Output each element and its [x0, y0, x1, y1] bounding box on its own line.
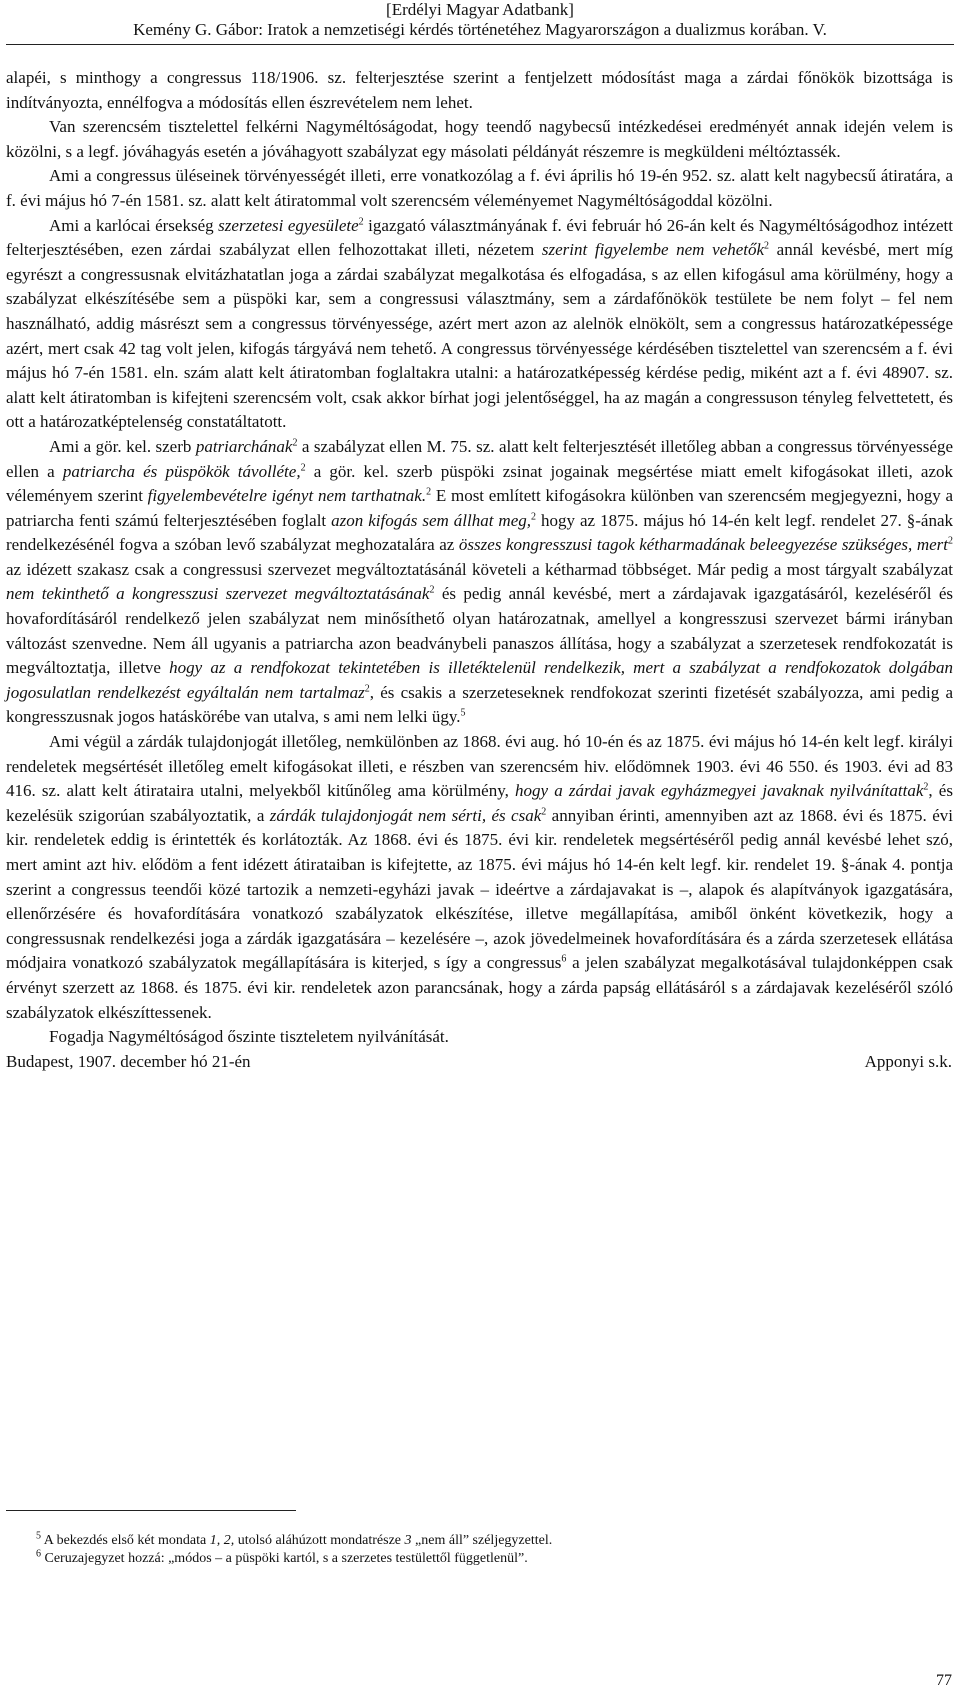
- text-run: hogy az 1875. május hó 14-én kelt legf. rendelet 27. §-ának rendelkezésénél fogva a szóban levő szabályzat meghozatalára az: [6, 510, 953, 555]
- paragraph-2: Van szerencsém tisztelettel felkérni Nagyméltóságodat, hogy teendő nagybecsű intézkedései eredményét annak idején velem is közölni, s a legf. jóváhagyás esetén a jóváhagyott szabályzat egy másolati példányát részemre is megküldeni méltóztassék.: [6, 117, 953, 161]
- footnote-5: [36, 1532, 936, 1550]
- footnote-ref: 2: [364, 683, 370, 695]
- text-run: és pedig annál kevésbé, mert a zárdajavak igazgatásáról, kezeléséről és hovafordításáról rendelkező jelen szabályzat nem minősíthető olyan határozatnak, amellyel a kongresszusi szervezet bármi irányban változást szenvedne. Nem áll ugyanis a patriarcha azon beadványbeli panaszos állítása, hogy a szabályzat a szerzetesek rendfokozatát is megváltoztatja, illetve: [6, 584, 953, 678]
- italic-run: patriarcha és püspökök távolléte,: [62, 461, 301, 481]
- signature: Apponyi s.k.: [864, 1051, 952, 1071]
- text-run: annyiban érinti, amennyiben azt az 1868. évi és 1875. évi kir. rendeletek eddig is érintették és korlátozták. Az 1868. évi és 1875. évi kir. rendeletek megsértéséről pedig annál kevésbé lehet szó, mert amint azt hiv. elődöm a fent idézett átirataiban is kifejtette, az 1875. évi május hó 14-én kelt legf. kir. rendelet 19. §-ának 4. pontja szerint a congressus teendői közé tartozik a nemzeti-egyházi javak – ideértve a zárdajavakat is –, alapok és alapítványok igazgatására, ellenőrzésére és hovafordítására vonatkozó szabályzatok elkészítése, illetve megállapítása, amiből önként következik, hogy a congressusnak rendelkezési joga a zárdák igazgatására – kezelésére –, azok jövedelmeinek hovafordítására és a zárda szerzetesek ellátása módjaira vonatkozó szabályzatok megállapítására is kiterjed, s így a congressus: [6, 805, 953, 973]
- italic-run: figyelembevételre igényt nem tarthatnak.: [147, 486, 427, 506]
- italic-run: patriarchának: [195, 436, 293, 456]
- text-run: a gör. kel. szerb püspöki zsinat jogainak megsértése miatt emelt kifogásokat illeti, azok véleményem szerint: [6, 461, 953, 506]
- page-number: 77: [936, 1672, 952, 1689]
- italic-run: összes kongresszusi tagok kétharmadának beleegyezése szükséges, mert: [458, 535, 948, 555]
- footnote-ref: 2: [429, 584, 435, 596]
- italic-run: hogy az a rendfokozat tekintetében is illetéktelenül rendelkezik, mert a szabályzat a rendfokozatok dolgában jogosulatlan rendelkezést egyáltalán nem tartalmaz: [6, 658, 953, 702]
- text-run: a jelen szabályzat megalkotásával tulajdonképpen csak érvényt szerzett az 1868. és 1875. évi kir. rendeletek azon parancsának, hogy a zárda papság ellátásáról s a zárdajavak kezeléséről szóló szabályzatok elkészíttessenek.: [6, 953, 954, 1022]
- page-header: [0, 0, 960, 40]
- text-run: Ami a karlócai érsekség: [49, 215, 219, 235]
- text-run: „nem áll” széljegyzettel.: [411, 1533, 553, 1548]
- footnote-ref: 2: [292, 437, 298, 449]
- header-title: Kemény G. Gábor: Iratok a nemzetiségi kérdés történetéhez Magyarországon a dualizmus korában. V.: [133, 20, 827, 39]
- italic-run: szerint figyelembe nem vehetők: [541, 240, 765, 260]
- text-run: A bekezdés első két mondata: [41, 1533, 210, 1548]
- italic-run: zárdák tulajdonjogát nem sérti, és csak: [269, 805, 542, 825]
- italic-run: szerzetesi egyesülete: [218, 215, 359, 235]
- paragraph-3: Ami a congressus üléseinek törvényességét illeti, erre vonatkozólag a f. évi április hó 19-én 952. sz. alatt kelt nagybecsű átiratára, a f. évi május hó 7-én 1581. sz. alatt kelt átiratommal volt szerencsém véleményemet Nagyméltóságoddal közölni.: [6, 166, 953, 210]
- footnote-divider: [6, 1510, 296, 1511]
- paragraph-4: [6, 214, 953, 435]
- paragraph-7: Fogadja Nagyméltóságod őszinte tiszteletem nyilvánítását.: [49, 1027, 449, 1047]
- footnote-ref: 6: [561, 953, 567, 965]
- text-run: a szabályzat ellen M. 75. sz. alatt kelt felterjesztését illetőleg abban a congressus törvényessége ellen a: [6, 436, 953, 481]
- text-run: utolsó aláhúzott mondatrésze: [234, 1533, 405, 1548]
- paragraph-1: alapéi, s minthogy a congressus 118/1906. sz. felterjesztése szerint a fentjelzett módosítást maga a zárdai főnökök bizottsága is indítványozta, ennélfogva a módosítás ellen észrevételem nem lehet.: [6, 68, 953, 112]
- text-run: E most említett kifogásokra különben van szerencsém megjegyezni, hogy a patriarcha fenti számú felterjesztésében foglalt: [6, 486, 953, 530]
- footnote-ref: 2: [426, 486, 432, 498]
- signature-line: [6, 1050, 953, 1075]
- footnote-number: 6: [36, 1548, 41, 1560]
- text-run: , és kezelésük szigorúan szabályoztatik, a: [6, 781, 953, 825]
- footnote-ref: 2: [300, 461, 306, 473]
- italic-run: nem tekinthető a kongresszusi szervezet megváltoztatásának: [6, 584, 430, 604]
- paragraph-5: [6, 435, 953, 730]
- footnote-ref: 2: [948, 535, 953, 547]
- footnote-ref: 2: [764, 240, 770, 252]
- footnote-ref: 2: [923, 781, 929, 793]
- place-date: Budapest, 1907. december hó 21-én: [6, 1051, 251, 1071]
- italic-run: 1, 2,: [209, 1533, 235, 1548]
- header-source: [Erdélyi Magyar Adatbank]: [386, 0, 574, 19]
- paragraph-6: [6, 730, 953, 1025]
- header-divider: [6, 44, 954, 45]
- footnote-6: [36, 1550, 936, 1568]
- italic-run: azon kifogás sem állhat meg,: [331, 510, 532, 530]
- text-run: igazgató választmányának f. évi február hó 26-án kelt és Nagyméltóságodhoz intézett felterjesztésében, ezen zárdai szabályzat ellen felhozottakat illeti, nézetem: [6, 215, 954, 260]
- italic-run: 3: [404, 1533, 412, 1548]
- footnote-ref: 5: [460, 707, 466, 719]
- text-run: Ami végül a zárdák tulajdonjogát illetőleg, nemkülönben az 1868. évi aug. hó 10-én és az 1875. évi május hó 14-én kelt legf. királyi rendeletek megsértését illetőleg emelt kifogásokat illeti, e részben van szerencsém hiv. elődömnek 1903. évi 46 550. és 1903. évi ad 83 416. sz. alatt kelt átirataira utalni, melyekből kitűnőleg ama körülmény,: [6, 732, 953, 801]
- footnote-ref: 2: [531, 511, 537, 523]
- footnote-ref: 2: [541, 806, 547, 818]
- italic-run: hogy a zárdai javak egyházmegyei javaknak nyilvánítattak: [515, 781, 924, 801]
- text-run: , és csakis a szerzeteseknek rendfokozat szerinti fizetését szabályozza, ami pedig a kongresszusnak jogos hatáskörébe van utalva, s ami nem lelki ügy.: [6, 682, 953, 727]
- text-run: annál kevésbé, mert míg egyrészt a congressusnak elvitázhatatlan joga a zárdai szabályzat megalkotása és elfogadása, s az ellen kifogásul ama körülmény, hogy a szabályzat elkészítésébe sem a püspöki kar, sem a congressusi választmány, sem a zárdafőnökök testülete be nem folyt – fel nem használható, addig másrészt sem a congressus törvényessége, azért mert azon az alelnök elnökölt, sem a congressus határozatképessége azért, mert csak 42 tag volt jelen, kifogás tárgyává nem tehető. A congressus törvényessége kérdésében tisztelettel van szerencsém a f. évi május hó 7-én 1581. eln. szám alatt kelt átiratomban foglaltakra utalni: a határozatképesség kérdése pedig, miként azt a f. évi 48907. sz. alatt kelt átiratomban is kifejteni szerencsém volt, csak akkor bírhat jogi jelentőséggel, ha az magán a congressuson tényleg felvettetett, és ott a határozatképtelenség constatáltatott.: [6, 240, 953, 432]
- text-run: az idézett szakasz csak a congressusi szervezet megváltoztatásánál követeli a kétharmad többséget. Már pedig a most tárgyalt szabályzat: [6, 559, 953, 579]
- footnote-ref: 2: [358, 215, 364, 227]
- footnote-number: 5: [36, 1530, 41, 1542]
- text-run: Ceruzajegyzet hozzá: „módos – a püspöki kartól, s a szerzetes testülettől függetlenül”.: [41, 1551, 528, 1566]
- document-body: [6, 66, 953, 1074]
- text-run: Ami a gör. kel. szerb: [49, 436, 196, 456]
